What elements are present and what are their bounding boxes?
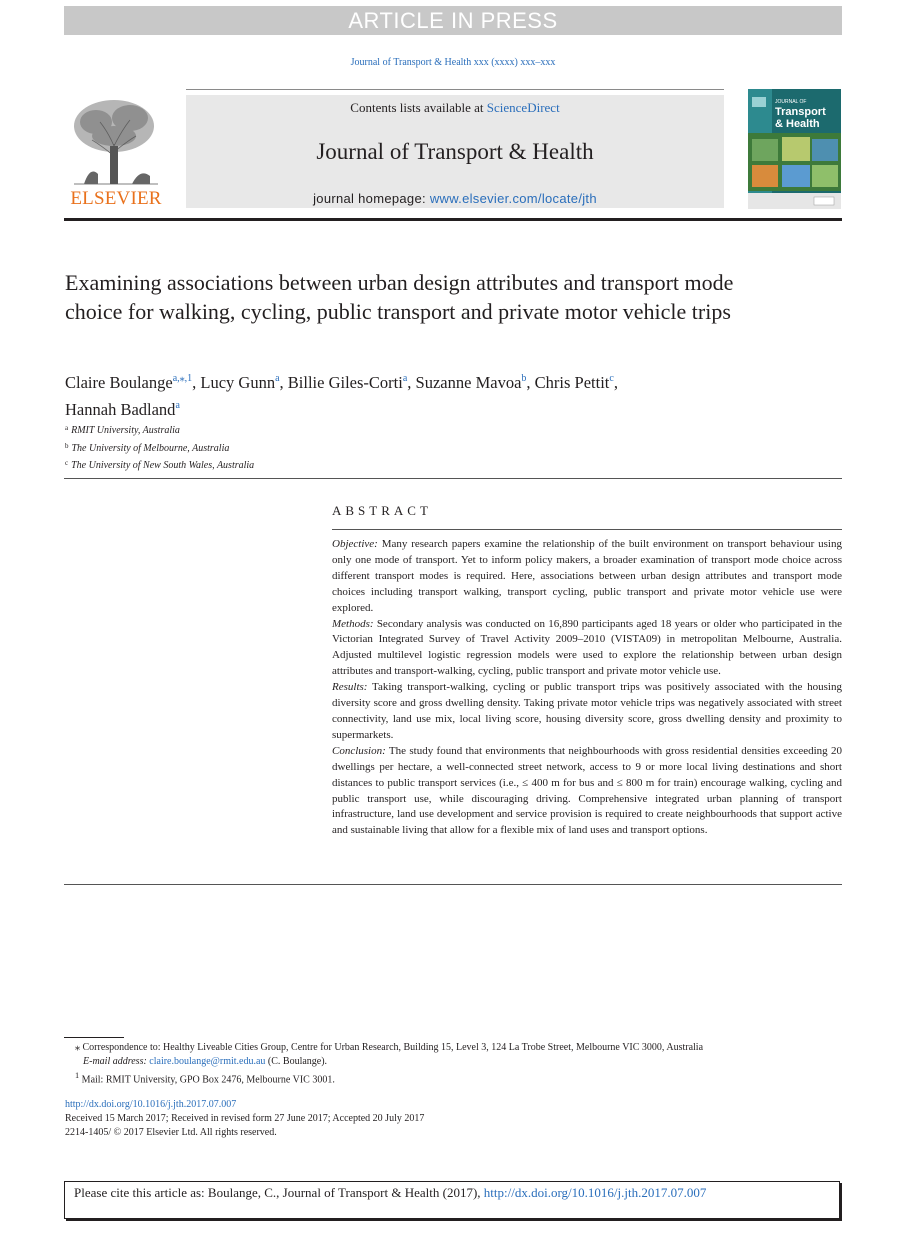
sciencedirect-link[interactable]: ScienceDirect (486, 100, 560, 115)
abstract-bottom-rule (64, 884, 842, 885)
author-name[interactable]: Chris Pettit (534, 373, 610, 392)
contents-prefix: Contents lists available at (350, 100, 487, 115)
abstract-heading: ABSTRACT (332, 503, 432, 518)
affiliation-item (65, 439, 565, 457)
author-name[interactable]: Claire Boulange (65, 373, 173, 392)
homepage-link[interactable]: www.elsevier.com/locate/jth (429, 191, 597, 206)
abstract-body (332, 537, 842, 839)
abstract-section-text: Taking transport-walking, cycling or public transport trips was positively associated with the housing diversity score and gross dwelling density. Taking private motor vehicle trips was negatively associated with street connectivity, land use mix, local living score, housing diversity score, gross dwelling density and proximity to supermarkets. (332, 681, 842, 741)
author-marks[interactable]: a (402, 373, 408, 384)
author-separator: , (407, 373, 416, 392)
affiliation-mark: a (65, 424, 69, 432)
footnote-1-text: Mail: RMIT University, GPO Box 2476, Melbourne VIC 3001. (81, 1074, 335, 1086)
author-separator: , (613, 373, 618, 392)
cover-small-text: JOURNAL OF (775, 99, 807, 105)
journal-title: Journal of Transport & Health (316, 139, 594, 164)
journal-homepage (186, 191, 724, 206)
author-name[interactable]: Billie Giles-Corti (287, 373, 403, 392)
correspondence-text: Correspondence to: Healthy Liveable Cities Group, Centre for Urban Research, Building 15, Level 3, 124 La Trobe Street, Melbourne VIC 3000, Australia (82, 1042, 704, 1053)
citation-prefix: Please cite this article as: Boulange, C., Journal of Transport & Health (2017), (74, 1185, 484, 1200)
masthead-bottom-rule (64, 218, 842, 221)
abstract-section (332, 617, 842, 681)
email-note (65, 1055, 842, 1069)
elsevier-logo (64, 96, 168, 212)
elsevier-wordmark: ELSEVIER (70, 188, 162, 209)
correspondence-mark: ⁎ (75, 1042, 80, 1053)
email-label: E-mail address: (83, 1056, 147, 1067)
article-title: Examining associations between urban design attributes and transport mode choice for walking, cycling, public transport and private motor vehicle trips (65, 270, 734, 324)
header-divider (64, 478, 842, 479)
author-name[interactable]: Hannah Badland (65, 400, 176, 419)
affiliation-text: RMIT University, Australia (71, 425, 180, 436)
abstract-section-label: Results: (332, 681, 368, 694)
citation-box-shadow-right (840, 1183, 842, 1221)
citation-box (64, 1181, 840, 1219)
author-marks[interactable]: a (175, 400, 180, 411)
abstract-section-label: Methods: (332, 617, 374, 630)
abstract-section-text: Secondary analysis was conducted on 16,890 participants aged 18 years or older who participated in the Victorian Integrated Survey of Travel Activity 2009–2010 (VISTA09) in metropolitan Melbourne, Australia. Adjusted multilevel logistic regression models were used to explore the relationship between urban design attributes and transport-walking, cycling, public transport and private motor vehicle use. (332, 617, 842, 678)
author-marks[interactable]: c (609, 373, 614, 384)
affiliation-text: The University of Melbourne, Australia (71, 442, 230, 454)
abstract-section (332, 537, 842, 617)
author-marks[interactable]: a (275, 373, 280, 384)
affiliation-mark: c (65, 459, 69, 467)
article-meta (65, 1098, 842, 1140)
affiliation-item (65, 421, 565, 439)
footnotes (65, 1041, 842, 1087)
footnote-rule (64, 1037, 124, 1038)
cover-title (775, 99, 826, 130)
doi-link[interactable]: http://dx.doi.org/10.1016/j.jth.2017.07.007 (65, 1099, 237, 1110)
abstract-section (332, 680, 842, 744)
author-marks[interactable]: b (521, 373, 527, 384)
footnote-1-mark: 1 (75, 1071, 80, 1080)
masthead-top-rule (186, 89, 724, 90)
affiliations (65, 421, 565, 474)
author-name[interactable]: Lucy Gunn (200, 373, 276, 392)
author-separator: , (192, 373, 201, 392)
affiliation-item (65, 456, 565, 474)
journal-citation-line: Journal of Transport & Health xxx (xxxx) xxx–xxx (350, 57, 556, 68)
author-separator: , (526, 373, 535, 392)
footnote-1 (65, 1069, 842, 1087)
email-link[interactable]: claire.boulange@rmit.edu.au (149, 1056, 266, 1067)
affiliation-mark: b (65, 441, 69, 450)
citation-box-shadow-bottom (66, 1219, 842, 1221)
elsevier-tree-icon (64, 96, 168, 188)
abstract-section-label: Conclusion: (332, 744, 386, 757)
article-in-press-banner: ARTICLE IN PRESS (64, 6, 842, 35)
email-suffix: (C. Boulange). (265, 1056, 328, 1067)
citation-text (74, 1185, 706, 1201)
abstract-section-label: Objective: (332, 538, 378, 550)
citation-doi-link[interactable]: http://dx.doi.org/10.1016/j.jth.2017.07.007 (483, 1185, 707, 1200)
author-name[interactable]: Suzanne Mavoa (415, 373, 522, 392)
abstract-section-text: The study found that environments that neighbourhoods with gross residential densities exceeding 20 dwellings per hectare, a well-connected street network, access to 9 or more local living destinations and short distances to public transport services (i.e., ≤ 400 m for bus and ≤ 800 m for train) encourage walking, cycling and public transport use, while discouraging driving. Comprehensive integrated urban planning of transport infrastructure, land use development and service provision is required to create neighbourhoods that support active and sustainable living that allow for a flexible mix of land uses and transport options. (332, 744, 842, 837)
copyright: 2214-1405/ © 2017 Elsevier Ltd. All rights reserved. (65, 1127, 277, 1138)
author-separator: , (279, 373, 288, 392)
correspondence-note (65, 1041, 842, 1055)
author-marks[interactable]: a,⁎,1 (172, 373, 193, 384)
abstract-section (332, 744, 842, 839)
journal-cover-thumbnail (748, 89, 841, 209)
affiliation-text: The University of New South Wales, Australia (71, 460, 255, 471)
contents-line (186, 100, 724, 116)
cover-title-line2: & Health (775, 118, 820, 130)
homepage-prefix: journal homepage: (313, 191, 430, 206)
journal-masthead (186, 95, 724, 208)
cover-title-line1: Transport (775, 106, 826, 118)
abstract-section-text: Many research papers examine the relationship of the built environment on transport behaviour using only one mode of transport. Yet to inform policy makers, a broader examination of transport mode choice across different transport modes is required. Here, associations between urban design attributes and transport mode choices including transport walking, transport cycling, public transport and private motor vehicle use were explored. (332, 538, 842, 614)
abstract-heading-rule (332, 529, 842, 530)
received-dates: Received 15 March 2017; Received in revised form 27 June 2017; Accepted 20 July 2017 (65, 1113, 425, 1124)
author-list (65, 367, 785, 421)
